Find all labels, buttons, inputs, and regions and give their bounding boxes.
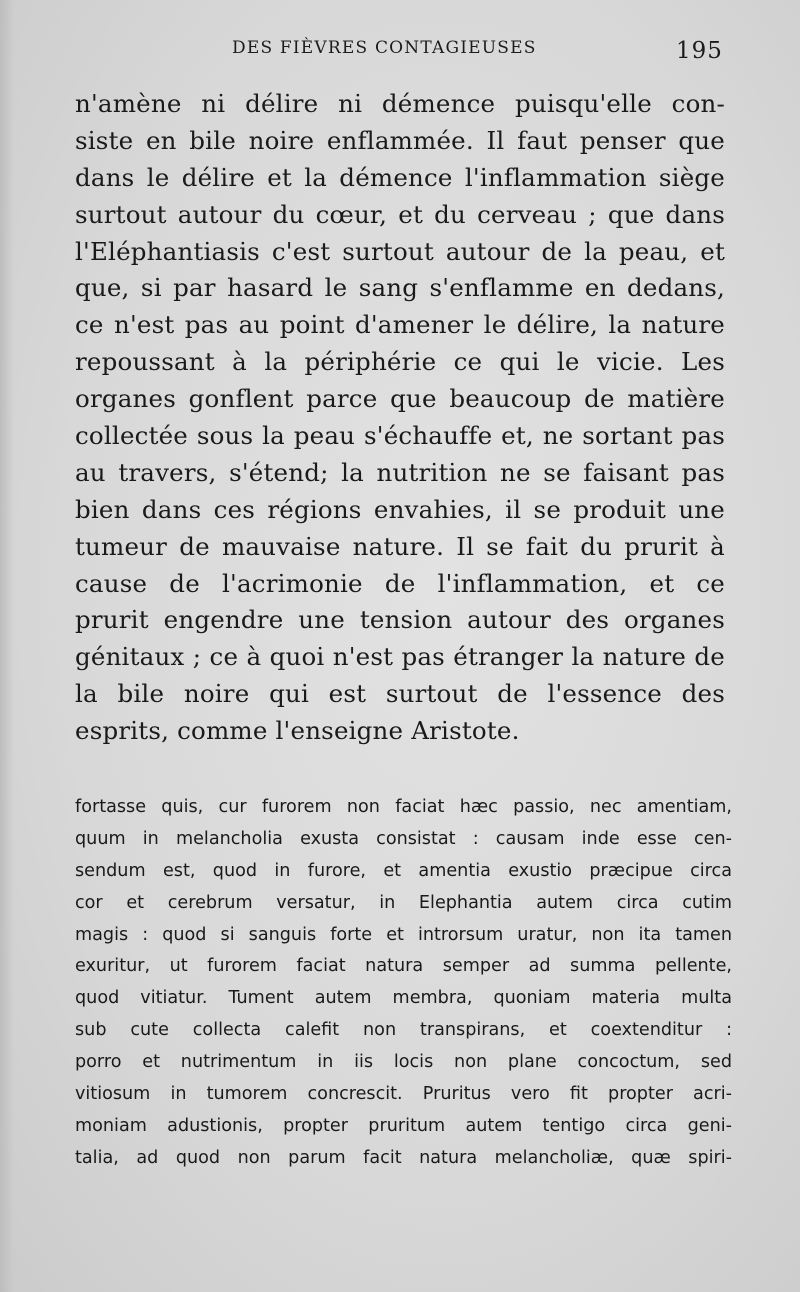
running-head [0,36,800,72]
latin-line: porro et nutrimentum in iis locis non plane concoctum, sed [75,1052,732,1073]
latin-line: magis : quod si sanguis forte et introrsum uratur, non ita tamen [75,924,732,945]
latin-line: cor et cerebrum versatur, in Elephantia autem circa cutim [75,892,732,913]
latin-line: quum in melancholia exusta consistat : causam inde esse cen- [75,828,732,849]
french-line: repoussant à la périphérie ce qui le vicie. Les [75,347,725,377]
french-line: prurit engendre une tension autour des organes [75,605,725,635]
french-line: siste en bile noire enflammée. Il faut penser que [75,125,725,155]
french-line: ce n'est pas au point d'amener le délire, la nature [75,310,725,340]
french-line: tumeur de mauvaise nature. Il se fait du prurit à [75,531,725,561]
french-line: bien dans ces régions envahies, il se produit une [75,494,725,524]
french-line: génitaux ; ce à quoi n'est pas étranger la nature de [75,642,725,672]
french-line: au travers, s'étend; la nutrition ne se faisant pas [75,457,725,487]
french-line: l'Eléphantiasis c'est surtout autour de la peau, et [75,236,725,266]
latin-footnote [75,792,732,1175]
latin-line: vitiosum in tumorem concrescit. Pruritus vero fit propter acri- [75,1084,732,1105]
latin-line: fortasse quis, cur furorem non faciat hæc passio, nec amentiam, [75,797,732,817]
latin-line: quod vitiatur. Tument autem membra, quoniam materia multa [75,988,732,1009]
latin-line: talia, ad quod non parum facit natura melancholiæ, quæ spiri- [75,1147,732,1168]
french-line: dans le délire et la démence l'inflammation siège [75,162,725,192]
french-line: n'amène ni délire ni démence puisqu'elle con- [75,89,725,118]
latin-line: moniam adustionis, propter pruritum autem tentigo circa geni- [75,1115,732,1136]
french-line: cause de l'acrimonie de l'inflammation, et ce [75,568,725,598]
gutter-shadow [0,0,14,1292]
latin-line: sendum est, quod in furore, et amentia exustio præcipue circa [75,860,732,881]
page-number: 195 [676,38,723,64]
french-line: collectée sous la peau s'échauffe et, ne sortant pas [75,421,725,451]
latin-line: sub cute collecta calefit non transpirans, et coextenditur : [75,1020,732,1041]
french-line: surtout autour du cœur, et du cerveau ; que dans [75,199,725,229]
running-title: DES FIÈVRES CONTAGIEUSES [232,38,537,58]
latin-line: exuritur, ut furorem faciat natura semper ad summa pellente, [75,956,732,977]
french-line: la bile noire qui est surtout de l'essence des [75,679,725,709]
french-line: que, si par hasard le sang s'enflamme en dedans, [75,273,725,303]
french-translation [75,86,725,750]
french-line: esprits, comme l'enseigne Aristote. [75,716,520,746]
french-line: organes gonflent parce que beaucoup de matière [75,384,725,414]
